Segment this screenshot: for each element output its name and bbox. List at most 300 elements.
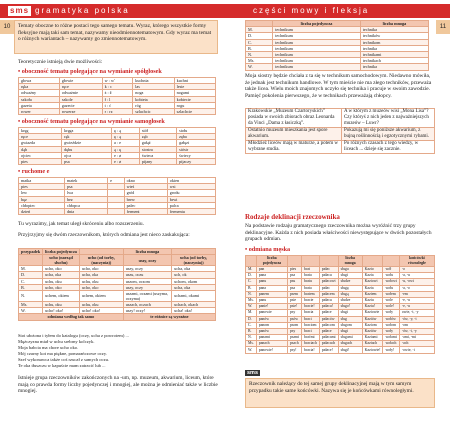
table-cell: pies — [19, 184, 65, 190]
table-cell — [108, 208, 124, 214]
table-cell: uchu, oku — [79, 301, 123, 307]
table-cell: chłopca — [64, 202, 107, 208]
table-cell: uchem, okiem — [79, 290, 123, 301]
table-cell: N. — [19, 290, 43, 301]
table-cell: panu — [256, 279, 287, 285]
table-cell: psów — [287, 316, 301, 322]
table-cell: bęz — [19, 196, 65, 202]
table-cell: sługo! — [338, 304, 362, 310]
table-cell: brata — [302, 273, 320, 279]
table-header-cell — [362, 256, 383, 267]
table-cell: wołu — [383, 285, 399, 291]
table-cell: Kaziu — [362, 297, 383, 303]
table-cell: brat — [302, 267, 320, 273]
table-cell: psa — [287, 285, 301, 291]
table-cell: psach — [287, 341, 301, 347]
table-cell: sługą — [338, 291, 362, 297]
sms-logo: sms — [10, 6, 30, 15]
table-cell: pałacom — [319, 322, 338, 328]
table-ucho-oko — [18, 248, 216, 321]
table-cell: ucho! oko! — [79, 308, 123, 314]
table-cell: uchom, okom — [172, 278, 216, 284]
table-cell: -u, -owi — [399, 279, 434, 285]
table-header-cell: ucha (od torby, (naczynia)) — [172, 255, 216, 266]
section-masculine: • odmiana męska — [245, 246, 291, 253]
table-cell: wołów — [383, 316, 399, 322]
table-cell: technika — [360, 45, 428, 51]
example-sentence: Szef wykonawca także coś rzucał z samych oczu. — [18, 357, 110, 362]
table-cell: zęba — [177, 134, 216, 140]
note-2: Przyjrzyjmy się dwóm rzeczownikom, których odmiana jest nieco zaskakująca: — [18, 232, 190, 238]
table-cell: technika — [360, 64, 428, 70]
table-cell: fermentu — [167, 208, 215, 214]
table-cell: sługi — [338, 310, 362, 316]
table-cell: słudze — [338, 297, 362, 303]
table-cell: M. — [246, 27, 273, 33]
table-cell: bracia! — [302, 347, 320, 353]
table-cell: Kaziach — [362, 341, 383, 347]
table-cell: stół — [139, 128, 176, 134]
table-cell: ręce — [19, 134, 62, 140]
table-cell: A w którym z muzeów wisi „Mona Lisa”? Czy któryś z nich jeden z najważniejszych muzeów – Luwr? — [341, 109, 434, 128]
table-cell: ucho, oko — [79, 284, 123, 290]
table-cell: Ms. — [246, 297, 257, 303]
final-box: Rzeczownik należący do tej samej grupy deklinacyjnej mają w tym samym przypadku takie same końcówki. Nazywa się je końcówkami równoległymi. — [245, 378, 435, 408]
right-header-bar — [225, 4, 450, 18]
table-cell: psom — [287, 322, 301, 328]
table-cell: okien — [167, 178, 215, 184]
table-cell: głowa — [19, 78, 60, 84]
table-cell: -om — [399, 322, 434, 328]
table-cell: głowie — [59, 78, 102, 84]
table-cell: lesie — [174, 84, 215, 90]
table-cell: szkoła — [19, 96, 60, 102]
table-cell: ucho, oko — [43, 266, 80, 272]
table-cell: Kaziami — [362, 335, 383, 341]
table-header-cell: ucho (od torby, (naczynia)) — [79, 255, 123, 266]
table-cell: gazecie — [59, 102, 102, 108]
table-cell: rąk — [62, 134, 112, 140]
table-cell: k : c — [102, 84, 133, 90]
table-header-cell — [19, 255, 43, 266]
table-cell: gród — [124, 190, 167, 196]
table-cell: W. — [246, 304, 257, 310]
table-cell: sługach — [338, 341, 362, 347]
table-cell: odważny — [19, 90, 60, 96]
table-cell: noga — [133, 90, 174, 96]
table-cell: sióstr — [177, 146, 216, 152]
table-cell: ojca — [62, 152, 112, 158]
table-cell: Kazia — [362, 273, 383, 279]
table-cell: C. — [246, 322, 257, 328]
table-cell: panom — [256, 322, 287, 328]
table-cell: Ms. — [246, 341, 257, 347]
table-cell: uszy! oczy! — [123, 308, 172, 314]
table-cell: bracia — [302, 310, 320, 316]
table-cell: ucha! oka! — [172, 308, 216, 314]
table-cell: gałąź — [139, 140, 176, 146]
note-1: Tu wyrazimy, jak temat uległ skróceniu albo rozszerzeniu. — [18, 221, 144, 227]
table-cell: bracie — [302, 297, 320, 303]
example-sentence: Mężczyzna miał w uchu srebrny kolczyk. — [18, 339, 95, 344]
table-cell: panowie — [256, 310, 287, 316]
table-cell: Krakowskie „Muzeum Czartoryskich” posiada w swoich zbiorach obraz Leonarda da Vinci „Dama z łasiczką”. — [246, 109, 342, 128]
table-cell: technikum — [273, 64, 361, 70]
table-cell: techników — [360, 33, 428, 39]
table-cell: matek — [64, 178, 107, 184]
table-header-cell: liczba pojedyncza — [256, 256, 287, 267]
table-cell: uszami, oczami (uszyma, oczyma) — [123, 290, 172, 301]
right-page — [225, 0, 450, 421]
table-cell: uszy, oczy — [123, 284, 172, 290]
table-cell: -e, -u — [399, 297, 434, 303]
table-cell: ucha, oka — [172, 266, 216, 272]
table-cell: matka — [19, 178, 65, 184]
table-cell: pałacu — [319, 297, 338, 303]
table-cell: Ms. — [19, 301, 43, 307]
table-cell: wsi — [167, 184, 215, 190]
table-cell: D. — [246, 33, 273, 39]
table-cell: panie! — [256, 304, 287, 310]
left-header-title: gramatyka polska — [35, 6, 130, 15]
table-cell: słudze — [338, 279, 362, 285]
table-cell: ojciec — [19, 152, 62, 158]
table-cell: pana — [256, 285, 287, 291]
table-cell: uszy, oczy — [123, 266, 172, 272]
table-header-row — [246, 256, 435, 267]
table-cell: technikum — [273, 33, 361, 39]
table-cell: -a, -u — [399, 273, 434, 279]
table-cell: pałacach — [319, 341, 338, 347]
table-cell: szlachcie — [174, 108, 215, 114]
example-sentence: Mój czarny kot ma piękne, pomarańczowe oczy. — [18, 351, 107, 356]
table-cell: -ów, -y, -i — [399, 316, 434, 322]
table-cell: M. — [246, 267, 257, 273]
table-cell: palec — [124, 202, 167, 208]
table-cell: ferment — [124, 208, 167, 214]
table-cell: uchu, oku — [79, 278, 123, 284]
table-cell: rogu — [174, 102, 215, 108]
table-cell: Kazia — [362, 285, 383, 291]
section-vowels: • oboczność tematu polegające na wymianie samogłosek — [18, 118, 165, 125]
table-header-cell: liczba mnoga — [123, 249, 172, 255]
table-cell: Kaziów — [362, 316, 383, 322]
table-row — [246, 64, 429, 70]
table-consonants — [18, 77, 216, 115]
table-cell: B. — [246, 328, 257, 334]
table-cell: panowie! — [256, 347, 287, 353]
table-cell: uch, ok — [172, 272, 216, 278]
table-cell: panem — [256, 291, 287, 297]
section-consonants: • oboczność tematu polegające na wymianie spółgłosek — [18, 68, 162, 75]
table-cell: wołowi — [383, 279, 399, 285]
table-cell: technikom — [360, 39, 428, 45]
table-cell: stołu — [177, 128, 216, 134]
table-cell: psie — [287, 297, 301, 303]
table-cell: wołem — [383, 291, 399, 297]
table-cell: C. — [19, 278, 43, 284]
table-cell: panów — [256, 316, 287, 322]
table-cell: pałaców — [319, 316, 338, 322]
table-cell: szkole — [59, 96, 102, 102]
table-cell: ząb — [139, 134, 176, 140]
table-header-cell: liczba pojedyncza — [273, 21, 361, 27]
table-cell: woły — [383, 328, 399, 334]
table-cell: sługom — [338, 322, 362, 328]
table-cell: Kaziem — [362, 291, 383, 297]
table-header-cell: liczba mnoga — [360, 21, 428, 27]
table-cell: kuchni — [174, 78, 215, 84]
table-cell: technika — [360, 27, 428, 33]
table-header-cell — [319, 256, 338, 267]
table-row — [19, 108, 216, 114]
table-row — [246, 347, 435, 353]
table-cell: pałacowi — [319, 279, 338, 285]
table-cell: uchu, oku — [43, 278, 80, 284]
table-cell: ucha, oka — [172, 284, 216, 290]
table-cell: rower — [19, 108, 60, 114]
table-cell: bratem — [302, 291, 320, 297]
table-cell: braciom — [302, 322, 320, 328]
table-cell: dębu — [62, 146, 112, 152]
example-sentence: Te oka tłuszczu w kapuście mam zatracić lub ... — [18, 363, 106, 368]
right-header-title: części mowy i fleksja — [253, 6, 370, 15]
table-cell: panów — [256, 328, 287, 334]
table-cell: W. — [19, 308, 43, 314]
table-cell: bratu — [302, 279, 320, 285]
table-masculine — [245, 255, 435, 354]
table-cell: psy! — [287, 347, 301, 353]
table-cell: wieś — [124, 184, 167, 190]
table-cell: kuchnia — [133, 78, 174, 84]
table-cell: psy — [287, 310, 301, 316]
table-cell: Ms. — [246, 58, 273, 64]
table-cell: W. — [246, 64, 273, 70]
table-cell: nogami — [174, 90, 215, 96]
table-header-row — [19, 255, 216, 266]
declension-heading: Rodzaje deklinacji rzeczownika — [245, 213, 340, 221]
table-cell: gwieździe — [62, 140, 112, 146]
table-cell: grodu — [167, 190, 215, 196]
table-cell: bez — [64, 196, 107, 202]
table-cell: D. — [246, 273, 257, 279]
table-cell: ż : ž — [102, 90, 133, 96]
table-cell: Kazio — [362, 267, 383, 273]
table-footer-cell: odmiana według tak samo — [19, 314, 124, 320]
table-header-cell — [287, 256, 301, 267]
table-cell: sługi — [338, 328, 362, 334]
table-cell: pałacu — [319, 273, 338, 279]
table-cell: lwa — [64, 190, 107, 196]
table-cell: a : e — [112, 140, 140, 146]
table-cell: uchach, okach — [172, 301, 216, 307]
table-cell: bracie! — [302, 304, 320, 310]
table-cell: pies — [19, 158, 62, 164]
table-cell: pijany — [139, 158, 176, 164]
table-cell: wołami — [383, 335, 399, 341]
table-vowels — [18, 127, 216, 165]
table-cell: e — [108, 178, 124, 184]
table-cell: w : w' — [102, 78, 133, 84]
left-header-bar — [0, 4, 225, 18]
table-cell: brata — [302, 285, 320, 291]
table-cell: -a, -o — [399, 285, 434, 291]
table-header-cell: liczba mnoga — [338, 256, 362, 267]
table-cell: Kaziowie — [362, 310, 383, 316]
table-cell: psem — [287, 291, 301, 297]
table-cell: uszu, oczu — [123, 272, 172, 278]
table-header-cell — [302, 256, 320, 267]
table-cell: technikum — [273, 45, 361, 51]
table-cell: braciach — [302, 341, 320, 347]
table-cell: ręce — [59, 84, 102, 90]
table-cell: woły — [383, 310, 399, 316]
table-header-cell: liczba pojedyncza — [43, 249, 80, 255]
table-header-cell: końcówki równoległe — [399, 256, 434, 267]
table-cell: N. — [246, 291, 257, 297]
table-cell: e : ø — [112, 152, 140, 158]
table-cell: gwiazda — [19, 140, 62, 146]
table-cell: kręg — [19, 128, 62, 134]
table-cell: pałac — [319, 285, 338, 291]
table-cell: palca — [167, 202, 215, 208]
table-cell: ręka — [19, 84, 60, 90]
table-cell: psu — [287, 279, 301, 285]
table-cell: odważnie — [59, 90, 102, 96]
table-cell: D. — [19, 272, 43, 278]
theory-text: Teoretycznie istnieją dwie możliwości: — [18, 59, 103, 65]
table-cell: owie, -i, -y — [399, 310, 434, 316]
technikum-paragraph: Moja siostry będzie chciała z ta się w technikum samochodowym. Niedawno mówiła, że jednak jest technikum handlowe. W tym mieście nie ma złego techników, przeważa także licea. Wielu moich znajomych uczyło się technika i pracuje w swoim zawodzie. Pamięć pokolenia pierwszego, że w technikach przeważają chłopcy. — [245, 73, 432, 99]
table-cell: C. — [246, 279, 257, 285]
section-mobile-e: • ruchome e — [18, 168, 50, 175]
table-cell: technikum — [273, 51, 361, 57]
table-cell: -em — [399, 291, 434, 297]
table-cell: ucho! oko! — [43, 308, 80, 314]
table-cell: wołu — [383, 273, 399, 279]
table-cell: ucha, oka — [79, 272, 123, 278]
table-cell: kręga — [62, 128, 112, 134]
example-sentence: Moja babcia ma chore ucho oko. — [18, 345, 79, 350]
table-cell: uchu, oku — [43, 301, 80, 307]
museum-pairs — [245, 108, 435, 154]
table-cell: pan — [256, 267, 287, 273]
table-cell: uszach, oczach — [123, 301, 172, 307]
table-cell: B. — [246, 285, 257, 291]
table-cell: ł : l — [102, 96, 133, 102]
table-cell: Kaziowi — [362, 279, 383, 285]
table-cell: chłopiec — [19, 202, 65, 208]
table-row — [19, 208, 216, 214]
declension-paragraph: Na podstawie rodzaju gramatycznego rzeczownika można wyróżnić trzy grupy deklinacyjne. Każda z nich posiada właściwości niewystępujące w dwóch pozostałych grupach odmian. — [245, 223, 432, 243]
table-cell: ę : ą — [112, 134, 140, 140]
table-cell: ucho, oko — [43, 284, 80, 290]
table-cell: -ami, -mi — [399, 335, 434, 341]
table-cell: psie! — [287, 304, 301, 310]
table-cell: sługi! — [338, 347, 362, 353]
table-cell: technikach — [360, 58, 428, 64]
table-cell: technikami — [360, 51, 428, 57]
table-cell: psa — [62, 158, 112, 164]
table-cell: M. — [246, 310, 257, 316]
table-cell: wole! — [383, 304, 399, 310]
table-cell: W. — [246, 347, 257, 353]
table-cell: wołom — [383, 322, 399, 328]
table-cell: panach — [256, 341, 287, 347]
table-cell: wole — [383, 297, 399, 303]
table-cell: dąb — [19, 146, 62, 152]
table-cell: braci — [302, 316, 320, 322]
table-cell: dzień — [19, 208, 65, 214]
table-cell: Kaziu! — [362, 304, 383, 310]
table-header-cell: uszy, oczy — [123, 255, 172, 266]
table-header-cell: przypadek — [19, 249, 43, 255]
table-cell: N. — [246, 51, 273, 57]
table-cell: pałace — [319, 310, 338, 316]
table-cell: woły! — [383, 347, 399, 353]
table-cell: lew — [19, 190, 65, 196]
table-cell: kobiecie — [174, 96, 215, 102]
table-cell: psami — [287, 335, 301, 341]
table-cell: pałac — [319, 267, 338, 273]
table-cell: technikum — [273, 39, 361, 45]
table-cell: pijaczy — [177, 158, 216, 164]
table-cell: pałacem — [319, 291, 338, 297]
table-cell: okno — [124, 178, 167, 184]
table-row — [19, 290, 216, 301]
table-cell: C. — [246, 39, 273, 45]
table-cell: gazeta — [19, 102, 60, 108]
table-cell: uchem, okiem — [43, 290, 80, 301]
table-cell: psa — [64, 184, 107, 190]
table-cell: siostra — [139, 146, 176, 152]
table-cell: ę : ą — [112, 128, 140, 134]
table-cell: dnia — [64, 208, 107, 214]
table-cell: braci — [302, 328, 320, 334]
table-cell: uchami, okami — [172, 290, 216, 301]
table-cell: psa — [287, 273, 301, 279]
table-cell: pana — [256, 273, 287, 279]
table-row — [246, 109, 435, 128]
table-cell: ucho, oko — [79, 266, 123, 272]
table-cell: ą : ę — [112, 146, 140, 152]
table-cell: Po różnych czasach z tego wiedzy, w liceach ... dzieje się zacznie. — [341, 141, 434, 154]
table-header-cell: ucho (narząd słuchu) — [43, 255, 80, 266]
table-cell: ucha, oka — [43, 272, 80, 278]
table-cell: Kaziom — [362, 322, 383, 328]
table-cell: pałacami — [319, 335, 338, 341]
table-cell: brew — [124, 196, 167, 202]
table-cell: las — [133, 84, 174, 90]
table-cell: uszom, oczom — [123, 278, 172, 284]
table-cell: szlachcic — [133, 108, 174, 114]
table-cell: technikum — [273, 58, 361, 64]
table-row — [246, 141, 435, 154]
table-cell: sług — [338, 316, 362, 322]
table-cell: -ów, -i, -y — [399, 328, 434, 334]
right-page-number: 11 — [436, 20, 450, 34]
table-cell: -ach — [399, 341, 434, 347]
table-cell: sługę — [338, 285, 362, 291]
table-cell: t : ć — [102, 102, 133, 108]
table-cell: Kaziowie! — [362, 347, 383, 353]
table-cell: -e, -u — [399, 304, 434, 310]
table-cell: D. — [246, 316, 257, 322]
table-cell: Kaziów — [362, 328, 383, 334]
sms-tag: sms — [247, 370, 259, 376]
table-cell: N. — [246, 335, 257, 341]
table-cell: kobieta — [133, 96, 174, 102]
